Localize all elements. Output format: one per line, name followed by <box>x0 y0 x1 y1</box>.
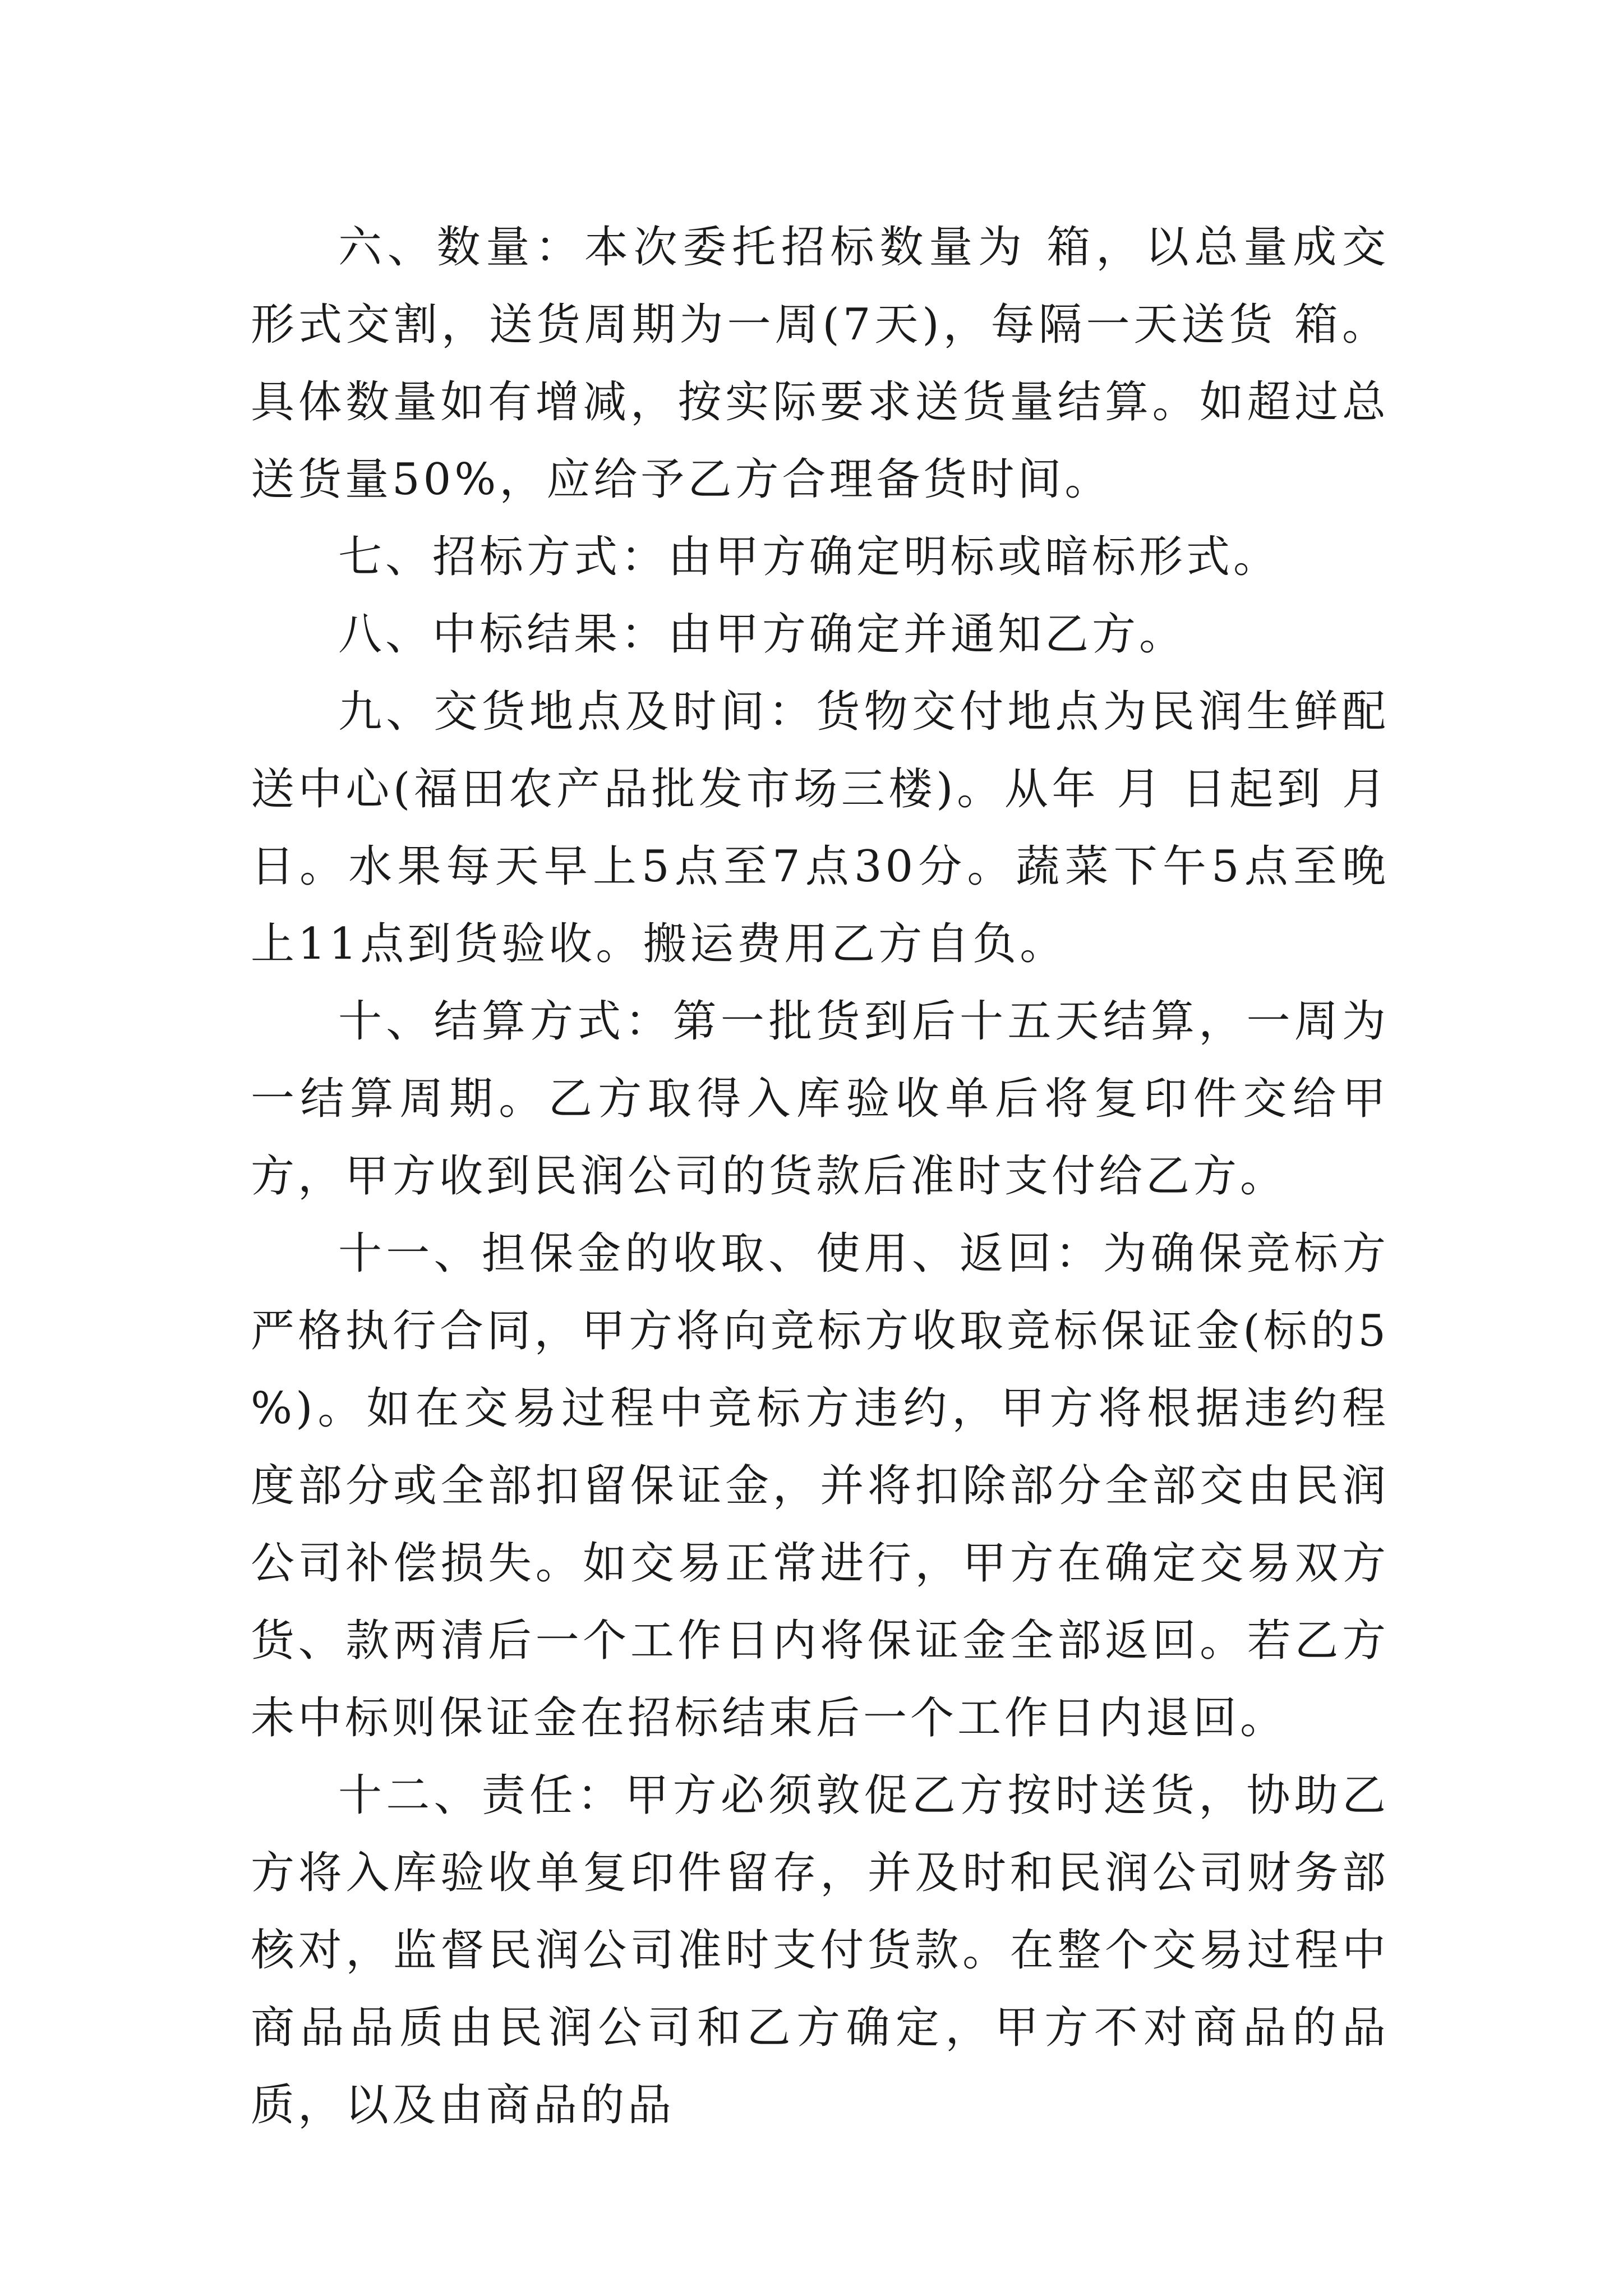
clause-responsibility: 十二、责任：甲方必须敦促乙方按时送货，协助乙方将入库验收单复印件留存，并及时和民润公司财务部核对，监督民润公司准时支付货款。在整个交易过程中商品品质由民润公司和乙方确定，甲方不对商品的品质，以及由商品的品 <box>251 1770 1389 2131</box>
clause-settlement: 十、结算方式：第一批货到后十五天结算，一周为一结算周期。乙方取得入库验收单后将复印件交给甲方，甲方收到民润公司的货款后准时支付给乙方。 <box>251 996 1389 1202</box>
clause-deposit: 十一、担保金的收取、使用、返回：为确保竞标方严格执行合同，甲方将向竞标方收取竞标保证金(标的5 %)。如在交易过程中竞标方违约，甲方将根据违约程度部分或全部扣留保证金，并将扣除部分全部交由民润公司补偿损失。如交易正常进行，甲方在确定交易双方货、款两清后一个工作日内将保证金全部返回。若乙方未中标则保证金在招标结束后一个工作日内退回。 <box>251 1228 1389 1743</box>
clause-delivery-place-time: 九、交货地点及时间：货物交付地点为民润生鲜配送中心(福田农产品批发市场三楼)。从年 月 日起到 月 日。水果每天早上5点至7点30分。蔬菜下午5点至晚上11点到货验收。搬运费用乙方自负。 <box>251 687 1389 969</box>
clause-bidding-method: 七、招标方式：由甲方确定明标或暗标形式。 <box>338 532 1281 582</box>
clause-quantity: 六、数量：本次委托招标数量为 箱，以总量成交形式交割，送货周期为一周(7天)，每隔一天送货 箱。具体数量如有增减，按实际要求送货量结算。如超过总送货量50%，应给予乙方合理备货时间。 <box>251 222 1389 505</box>
document-body <box>251 209 1389 2144</box>
clause-bid-result: 八、中标结果：由甲方确定并通知乙方。 <box>338 609 1187 660</box>
